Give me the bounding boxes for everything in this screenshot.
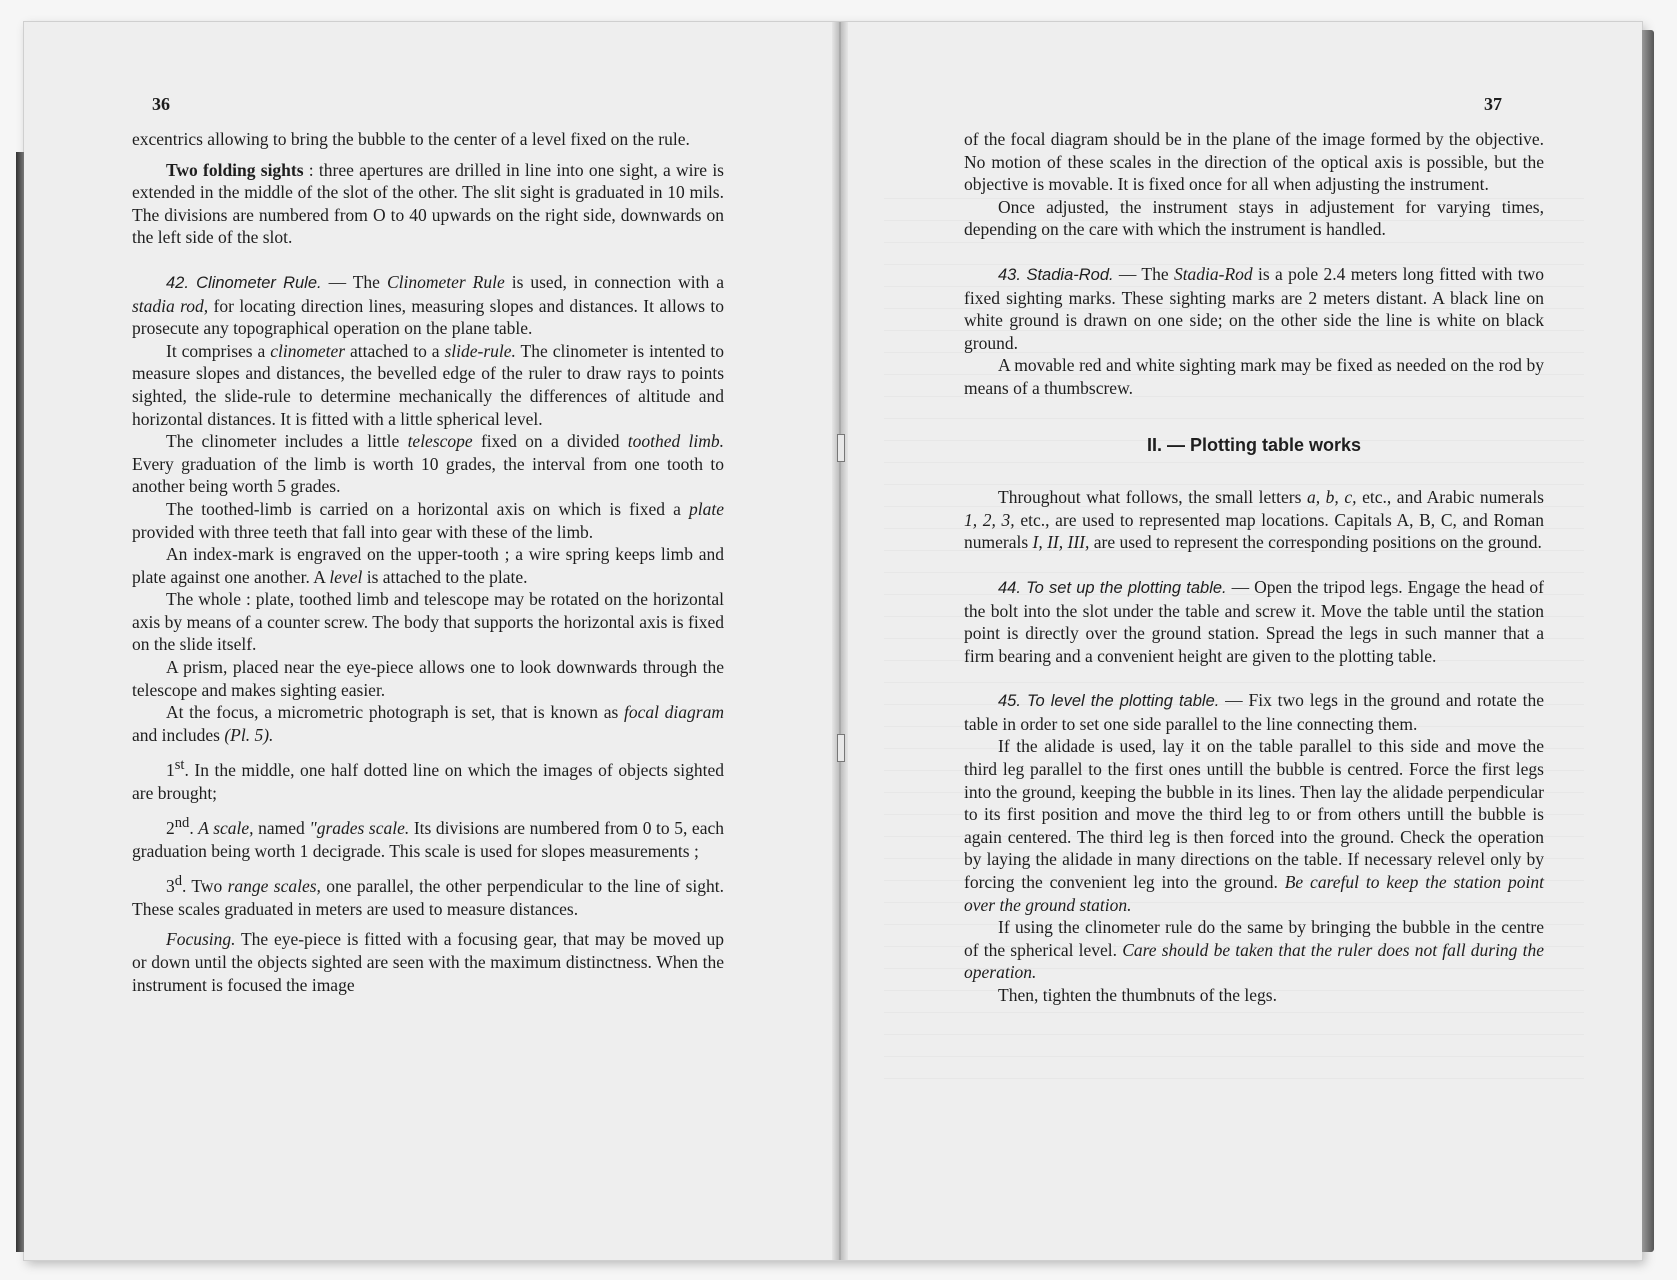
- paragraph-tighten: Then, tighten the thumbnuts of the legs.: [998, 985, 1277, 1005]
- paragraph-index-mark: An index-mark is engraved on the upper-tooth ; a wire spring keeps limb and plate against one another. A level is attached to the plate.: [132, 544, 724, 587]
- book-spine: [832, 22, 848, 1260]
- right-page-text: [964, 128, 1544, 1007]
- heading-42: 42. Clinometer Rule.: [166, 273, 322, 292]
- staple-bottom: [837, 734, 845, 762]
- open-book-spread: [24, 22, 1642, 1260]
- staple-top: [837, 434, 845, 462]
- paragraph-toothed-limb: The toothed-limb is carried on a horizontal axis on which is fixed a plate provided with three teeth that fall into gear with these of the limb.: [132, 498, 724, 542]
- paragraph-throughout: Throughout what follows, the small letters a, b, c, etc., and Arabic numerals 1, 2, 3, etc., are used to represented map locations. Capitals A, B, C, and Roman numerals I, II, III, are used to represent the corresponding positions on the ground.: [964, 487, 1544, 553]
- heading-45: 45. To level the plotting table.: [998, 692, 1220, 711]
- book-cover-edge-right: [1642, 30, 1654, 1252]
- section-42: 42. Clinometer Rule. — The Clinometer Rule is used, in connection with a stadia rod, for locating direction lines, measuring slopes and distances. It allows to prosecute any topographical operation on the plane table.: [132, 271, 724, 339]
- page-number-right: 37: [1484, 94, 1502, 114]
- paragraph-focusing: Focusing. The eye-piece is fitted with a focusing gear, that may be moved up or down until the objects sighted are seen with the maximum distinctness. When the instrument is focused the image: [132, 929, 724, 995]
- paragraph-clinometer-rule: If using the clinometer rule do the same by bringing the bubble in the centre of the spherical level. Care should be taken that the ruler does not fall during the operation.: [964, 917, 1544, 983]
- paragraph-alidade: If the alidade is used, lay it on the table parallel to this side and move the third leg parallel to the first ones untill the bubble is centred. Force the first legs into the ground, keeping the bubble in its lines. Then lay the alidade perpendicular to its first position and move the third leg to or from others untill the bubble is again centered. The third leg is then forced into the ground. Check the operation by laying the alidade in many directions on the table. If necessary relevel only by forcing the convenient leg into the ground. Be careful to keep the station point over the ground station.: [964, 736, 1544, 915]
- paragraph-continuation-right: of the focal diagram should be in the plane of the image formed by the objective. No motion of these scales in the direction of the optical axis is possible, but the objective is movable. It is fixed once for all when adjusting the instrument.: [964, 129, 1544, 195]
- term-folding-sights: Two folding sights: [166, 159, 304, 180]
- list-item-3: 3$^d$. Two range scales, one parallel, the other perpendicular to the line of sight. These scales graduated in meters are used to measure distances.: [132, 873, 724, 919]
- right-page: [848, 22, 1642, 1260]
- list-item-1: 1st. In the middle, one half dotted line on which the images of objects sighted are brought;: [132, 757, 724, 803]
- section-title: II. — Plotting table works: [1146, 434, 1362, 455]
- paragraph-continuation: excentrics allowing to bring the bubble to the center of a level fixed on the rule.: [132, 129, 690, 149]
- paragraph-whole: The whole : plate, toothed limb and telescope may be rotated on the horizontal axis by means of a counter screw. The body that supports the horizontal axis is fixed on the slide itself.: [132, 589, 724, 655]
- left-page-text: [132, 128, 724, 996]
- paragraph-includes: The clinometer includes a little telescope fixed on a divided toothed limb. Every graduation of the limb is worth 10 grades, the interval from one tooth to another being worth 5 grades.: [132, 431, 724, 497]
- paragraph-folding-sights: Two folding sights : three apertures are drilled in line into one sight, a wire is extended in the middle of the slot of the other. The slit sight is graduated in 10 mils. The divisions are numbered from O to 40 upwards on the right side, downwards on the left side of the slot.: [132, 159, 724, 248]
- heading-43: 43. Stadia-Rod.: [998, 265, 1114, 284]
- section-43: 43. Stadia-Rod. — The Stadia-Rod is a pole 2.4 meters long fitted with two fixed sighting marks. These sighting marks are 2 meters distant. A black line on white ground is drawn on one side; on the other side the line is white on black ground.: [964, 263, 1544, 353]
- paragraph-prism: A prism, placed near the eye-piece allows one to look downwards through the telescope and makes sighting easier.: [132, 657, 724, 700]
- section-45: 45. To level the plotting table. — Fix two legs in the ground and rotate the table in order to set one side parallel to the line connecting them.: [964, 690, 1544, 734]
- page-number-left: 36: [152, 94, 170, 114]
- paragraph-comprises: It comprises a clinometer attached to a slide-rule. The clinometer is intented to measure slopes and distances, the bevelled edge of the ruler to draw rays to points sighted, the slide-rule to determine mechanically the differences of altitude and horizontal distances. It is fitted with a little spherical level.: [132, 340, 724, 429]
- paragraph-movable-mark: A movable red and white sighting mark may be fixed as needed on the rod by means of a thumbscrew.: [964, 355, 1544, 398]
- left-page: [24, 22, 832, 1260]
- heading-44: 44. To set up the plotting table.: [998, 578, 1227, 597]
- book-cover-edge-left: [16, 152, 24, 1252]
- section-44: 44. To set up the plotting table. — Open the tripod legs. Engage the head of the bolt into the slot under the table and screw it. Move the table until the station point is directly over the ground station. Spread the legs in such manner that a firm bearing and a convenient height are given to the plotting table.: [964, 576, 1544, 666]
- paragraph-focus: At the focus, a micrometric photograph is set, that is known as focal diagram and includes (Pl. 5).: [132, 702, 724, 745]
- paragraph-once-adjusted: Once adjusted, the instrument stays in adjustement for varying times, depending on the care with which the instrument is handled.: [964, 196, 1544, 240]
- list-item-2: 2nd. A scale, named "grades scale. Its divisions are numbered from 0 to 5, each graduation being worth 1 decigrade. This scale is used for slopes measurements ;: [132, 815, 724, 861]
